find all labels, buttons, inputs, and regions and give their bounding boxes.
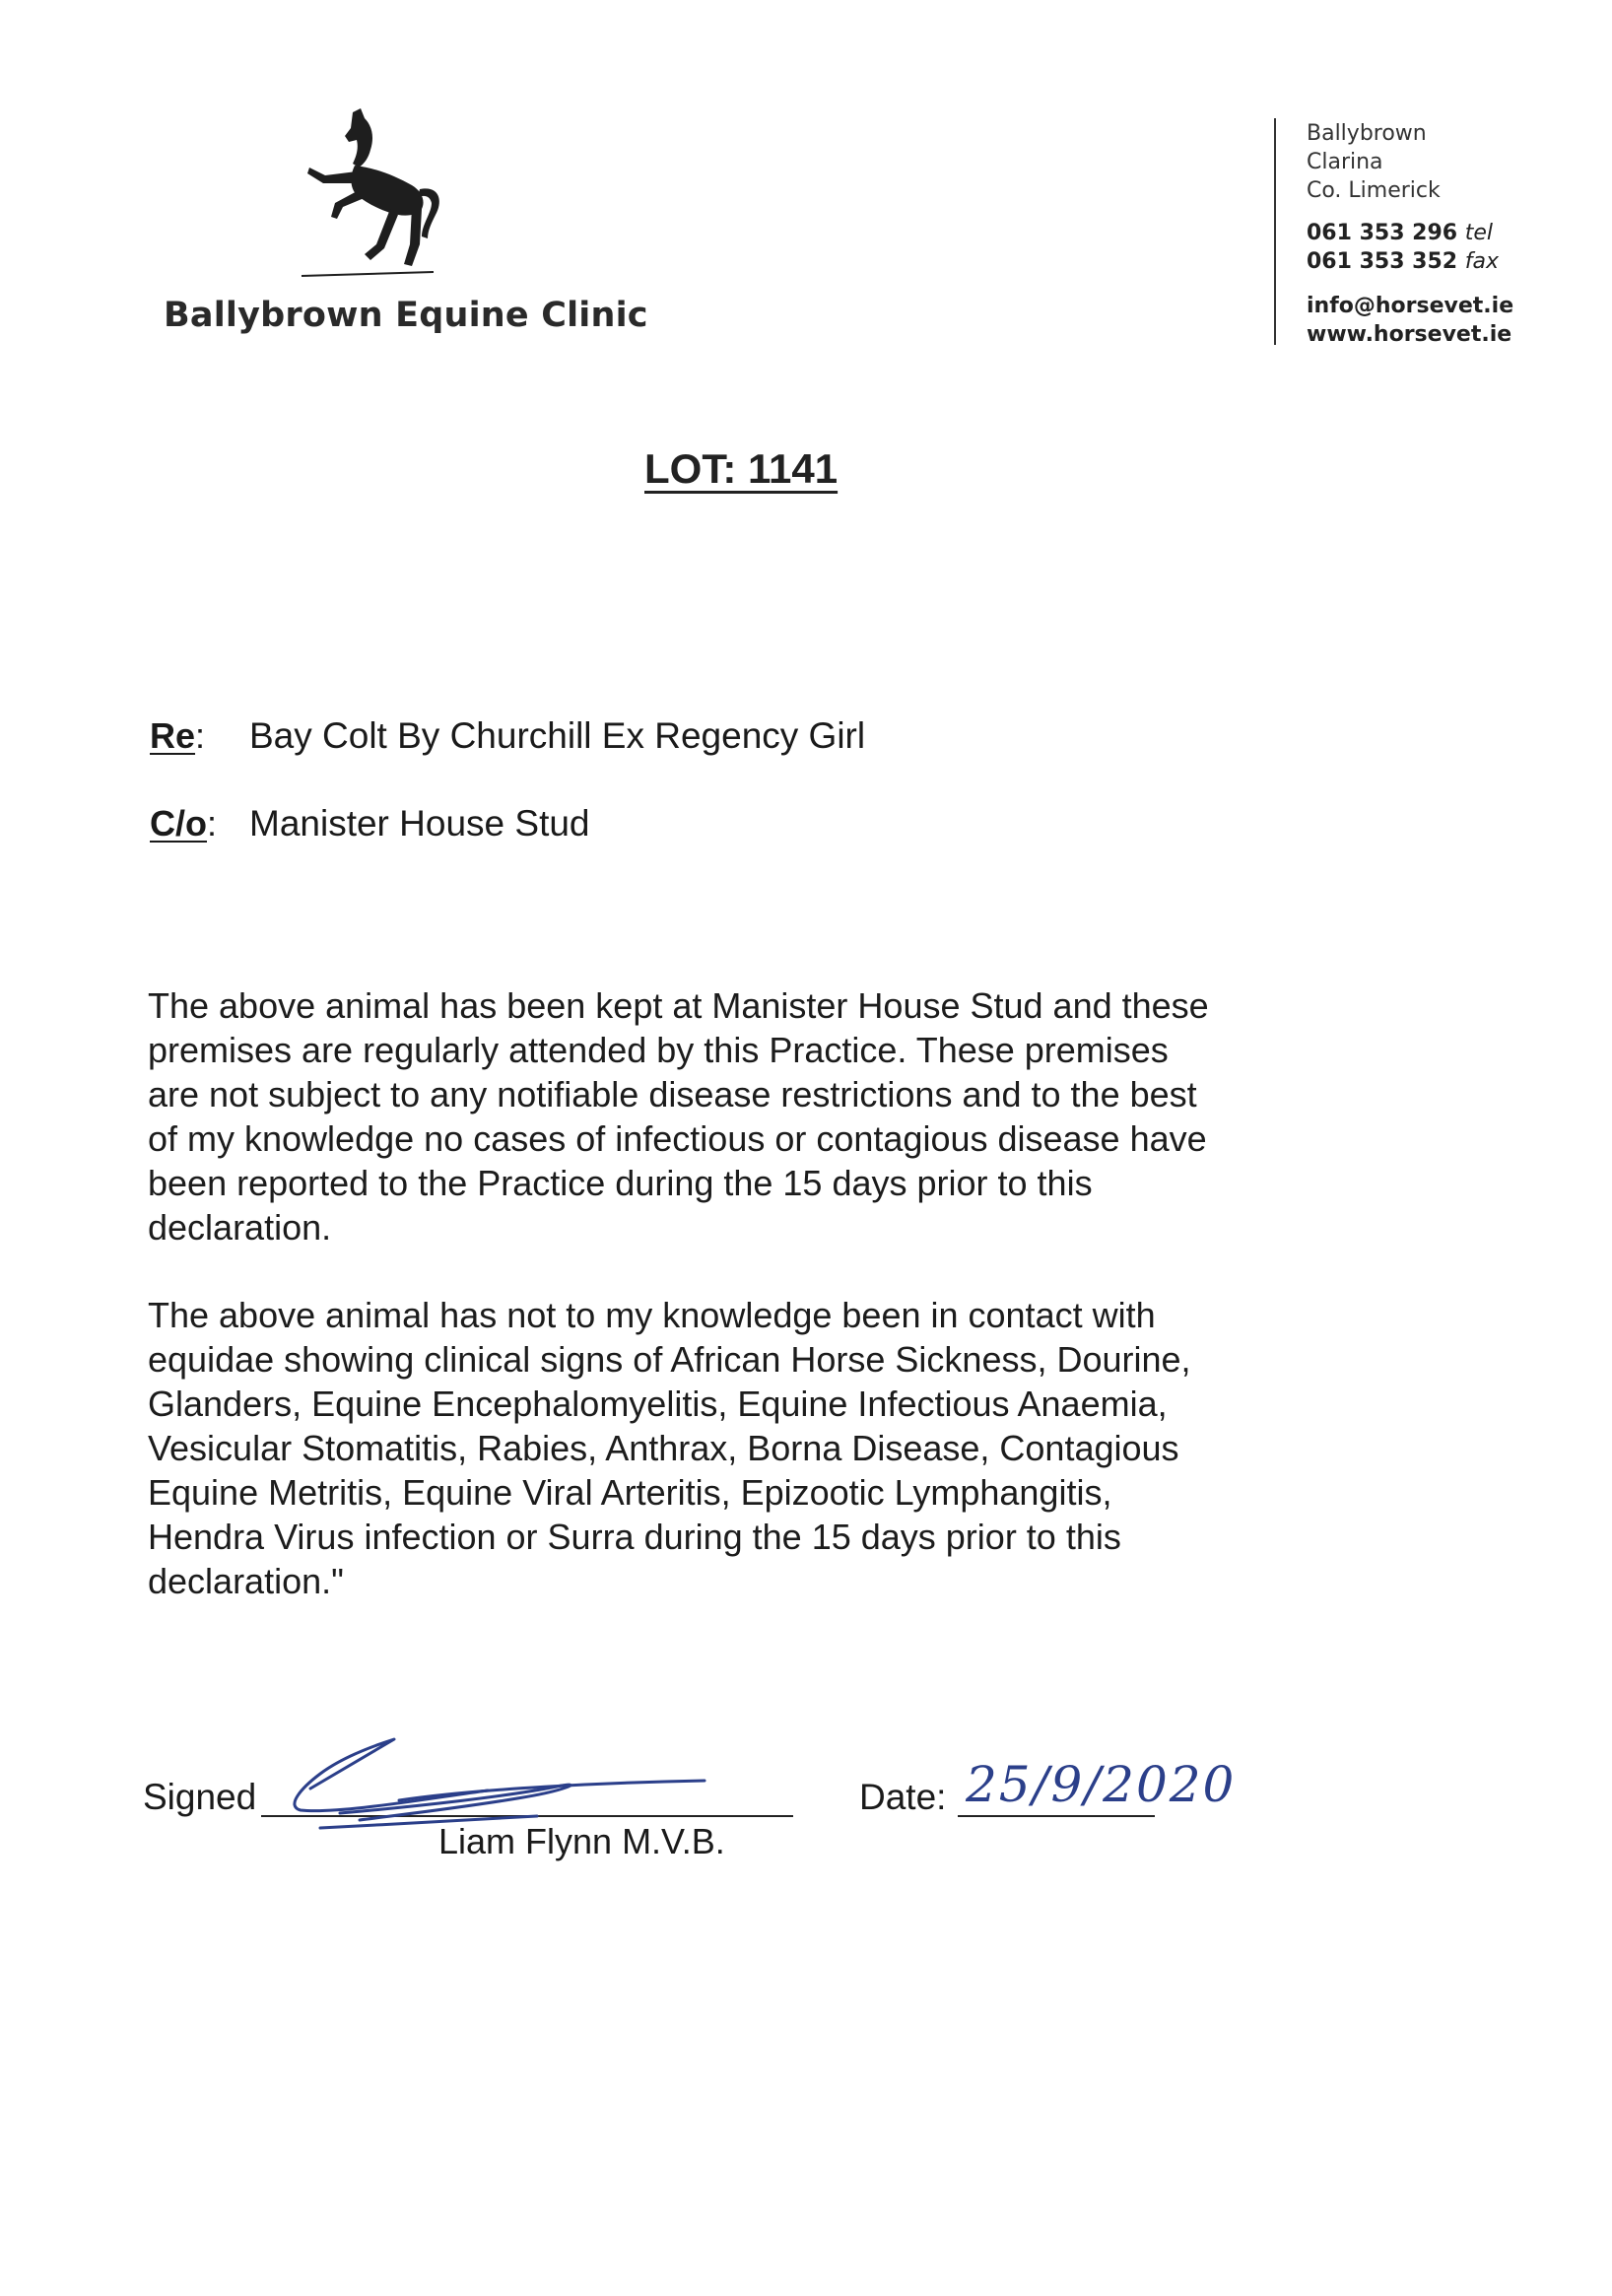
lot-heading: LOT: 1141 — [644, 445, 839, 492]
fax-number: 061 353 352 — [1307, 249, 1458, 274]
re-label: Re — [150, 715, 196, 756]
paragraph-line: The above animal has not to my knowledge been in contact with — [148, 1295, 1156, 1335]
declaration-paragraph-2 — [148, 1293, 1330, 1603]
telephone-number: 061 353 296 — [1307, 221, 1458, 245]
co-value: Manister House Stud — [249, 803, 590, 844]
re-colon: : — [195, 715, 206, 756]
paragraph-line: declaration. — [148, 1207, 332, 1248]
co-label: C/o — [150, 803, 207, 844]
signer-name: Liam Flynn M.V.B. — [438, 1821, 725, 1861]
signed-label: Signed — [143, 1777, 257, 1817]
paragraph-line: are not subject to any notifiable disease restrictions and to the best — [148, 1074, 1197, 1114]
paragraph-line: Vesicular Stomatitis, Rabies, Anthrax, Borna Disease, Contagious — [148, 1428, 1179, 1468]
header-divider — [1274, 118, 1276, 345]
re-line — [150, 715, 205, 757]
declaration-paragraph-1 — [148, 983, 1330, 1249]
address-line-3: Co. Limerick — [1307, 178, 1441, 203]
co-line — [150, 803, 217, 844]
paragraph-line: The above animal has been kept at Manister House Stud and these — [148, 985, 1209, 1026]
address-line-1: Ballybrown — [1307, 121, 1427, 146]
telephone-label: tel — [1464, 221, 1494, 245]
horse-logo-svg — [296, 106, 473, 284]
telephone-line — [1307, 219, 1493, 247]
rearing-horse-logo-icon — [296, 106, 473, 284]
email-address: info@horsevet.ie — [1307, 294, 1514, 318]
paragraph-line: Equine Metritis, Equine Viral Arteritis, Epizootic Lymphangitis, — [148, 1472, 1112, 1513]
date-line — [958, 1815, 1155, 1817]
clinic-name: Ballybrown Equine Clinic — [164, 296, 648, 335]
date-label: Date: — [859, 1777, 947, 1817]
co-colon: : — [207, 803, 218, 844]
paragraph-line: been reported to the Practice during the 15 days prior to this — [148, 1163, 1093, 1203]
handwritten-date: 25/9/2020 — [966, 1756, 1237, 1813]
fax-line — [1307, 247, 1499, 276]
re-value: Bay Colt By Churchill Ex Regency Girl — [249, 715, 866, 756]
paragraph-line: declaration." — [148, 1561, 344, 1601]
paragraph-line: of my knowledge no cases of infectious or contagious disease have — [148, 1118, 1207, 1159]
fax-label: fax — [1464, 249, 1500, 274]
website-address: www.horsevet.ie — [1307, 322, 1512, 347]
paragraph-line: Glanders, Equine Encephalomyelitis, Equine Infectious Anaemia, — [148, 1384, 1168, 1424]
paragraph-line: Hendra Virus infection or Surra during the 15 days prior to this — [148, 1517, 1121, 1557]
address-line-2: Clarina — [1307, 150, 1383, 174]
paragraph-line: premises are regularly attended by this Practice. These premises — [148, 1030, 1169, 1070]
paragraph-line: equidae showing clinical signs of African Horse Sickness, Dourine, — [148, 1339, 1191, 1380]
